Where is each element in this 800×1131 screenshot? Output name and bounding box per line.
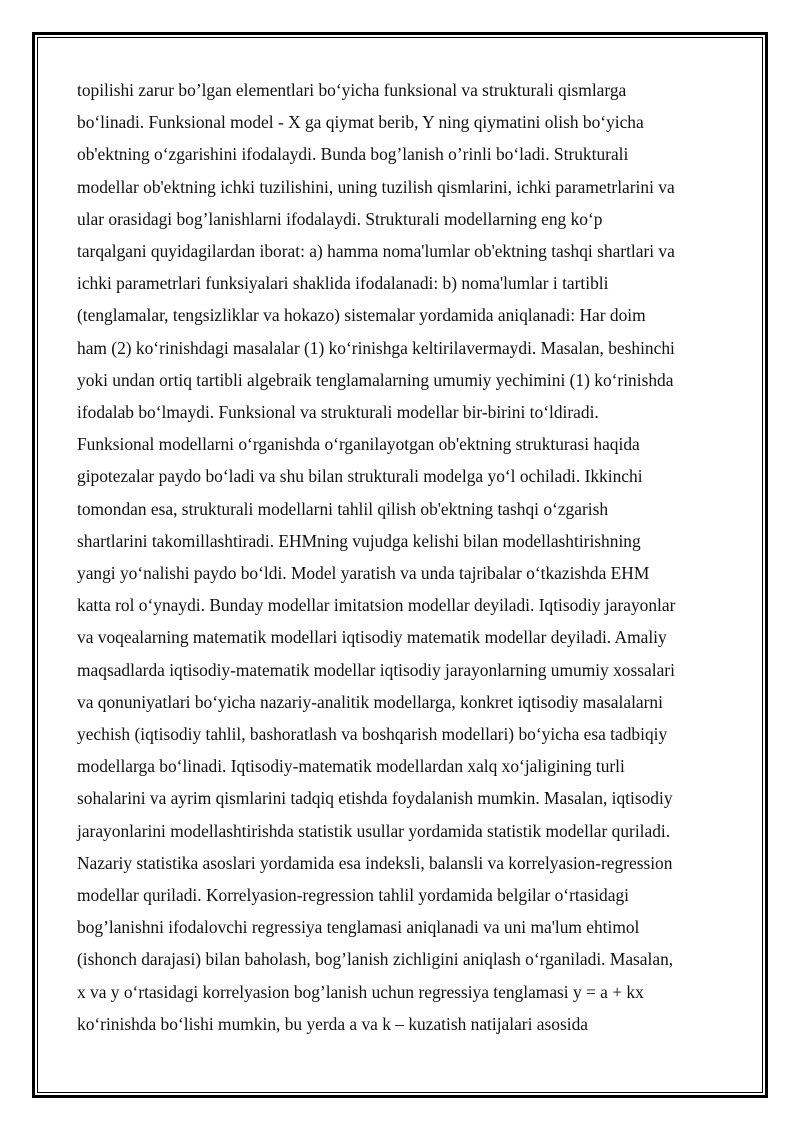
- text-line: ular orasidagi bog’lanishlarni ifodalaydi. Strukturali modellarning eng ko‘p: [77, 208, 603, 229]
- text-line: tomondan esa, strukturali modellarni tahlil qilish ob'ektning tashqi o‘zgarish: [77, 498, 609, 519]
- text-line: (tenglamalar, tengsizliklar va hokazo) sistemalar yordamida aniqlanadi: Har doim: [77, 305, 646, 326]
- text-line: modellarga bo‘linadi. Iqtisodiy-matematik modellardan xalq xo‘jaligining turli: [77, 756, 625, 777]
- text-line: sohalarini va ayrim qismlarini tadqiq etishda foydalanish mumkin. Masalan, iqtisodiy: [77, 788, 673, 809]
- text-line: yangi yo‘nalishi paydo bo‘ldi. Model yaratish va unda tajribalar o‘tkazishda EHM: [77, 563, 650, 584]
- text-line: bo‘linadi. Funksional model - X ga qiymat berib, Y ning qiymatini olish bo‘yicha: [77, 112, 644, 133]
- text-line: modellar ob'ektning ichki tuzilishini, uning tuzilish qismlarini, ichki parametrlarini va: [77, 176, 675, 197]
- text-line: Funksional modellarni o‘rganishda o‘rganilayotgan ob'ektning strukturasi haqida: [77, 434, 640, 455]
- text-line: katta rol o‘ynaydi. Bunday modellar imitatsion modellar deyiladi. Iqtisodiy jarayonlar: [77, 595, 676, 616]
- text-line: yoki undan ortiq tartibli algebraik tenglamalarning umumiy yechimini (1) ko‘rinishda: [77, 369, 674, 390]
- text-line: ichki parametrlari funksiyalari shaklida ifodalanadi: b) noma'lumlar i tartibli: [77, 273, 609, 294]
- text-line: Nazariy statistika asoslari yordamida esa indeksli, balansli va korrelyasion-regression: [77, 852, 673, 873]
- text-line: ob'ektning o‘zgarishini ifodalaydi. Bunda bog’lanish o’rinli bo‘ladi. Strukturali: [77, 144, 629, 165]
- text-line: tarqalgani quyidagilardan iborat: a) hamma noma'lumlar ob'ektning tashqi shartlari va: [77, 241, 675, 262]
- text-line: gipotezalar paydo bo‘ladi va shu bilan strukturali modelga yo‘l ochiladi. Ikkinchi: [77, 466, 643, 487]
- text-line: (ishonch darajasi) bilan baholash, bog’lanish zichligini aniqlash o‘rganiladi. Masalan,: [77, 949, 674, 970]
- text-line: yechish (iqtisodiy tahlil, bashoratlash va boshqarish modellari) bo‘yicha esa tadbiqiy: [77, 724, 668, 745]
- text-line: jarayonlarini modellashtirishda statistik usullar yordamida statistik modellar quriladi.: [77, 820, 671, 841]
- text-line: va voqealarning matematik modellari iqtisodiy matematik modellar deyiladi. Amaliy: [77, 627, 667, 648]
- text-line: shartlarini takomillashtiradi. EHMning vujudga kelishi bilan modellashtirishning: [77, 530, 641, 551]
- text-line: maqsadlarda iqtisodiy-matematik modellar iqtisodiy jarayonlarning umumiy xossalari: [77, 659, 675, 680]
- text-line: x va y o‘rtasidagi korrelyasion bog’lanish uchun regressiya tenglamasi y = a + kx: [77, 981, 644, 1002]
- text-line: topilishi zarur bo’lgan elementlari bo‘yicha funksional va strukturali qismlarga: [77, 80, 627, 100]
- text-line: ko‘rinishda bo‘lishi mumkin, bu yerda a va k – kuzatish natijalari asosida: [77, 1013, 588, 1034]
- body-paragraph: [77, 74, 737, 1040]
- text-line: va qonuniyatlari bo‘yicha nazariy-analitik modellarga, konkret iqtisodiy masalalarni: [77, 691, 663, 712]
- text-line: bog’lanishni ifodalovchi regressiya tenglamasi aniqlanadi va uni ma'lum ehtimol: [77, 917, 640, 938]
- text-line: ham (2) ko‘rinishdagi masalalar (1) ko‘rinishga keltirilavermaydi. Masalan, beshinchi: [77, 337, 675, 358]
- text-line: ifodalab bo‘lmaydi. Funksional va strukturali modellar bir-birini to‘ldiradi.: [77, 402, 599, 423]
- text-line: modellar quriladi. Korrelyasion-regression tahlil yordamida belgilar o‘rtasidagi: [77, 885, 629, 906]
